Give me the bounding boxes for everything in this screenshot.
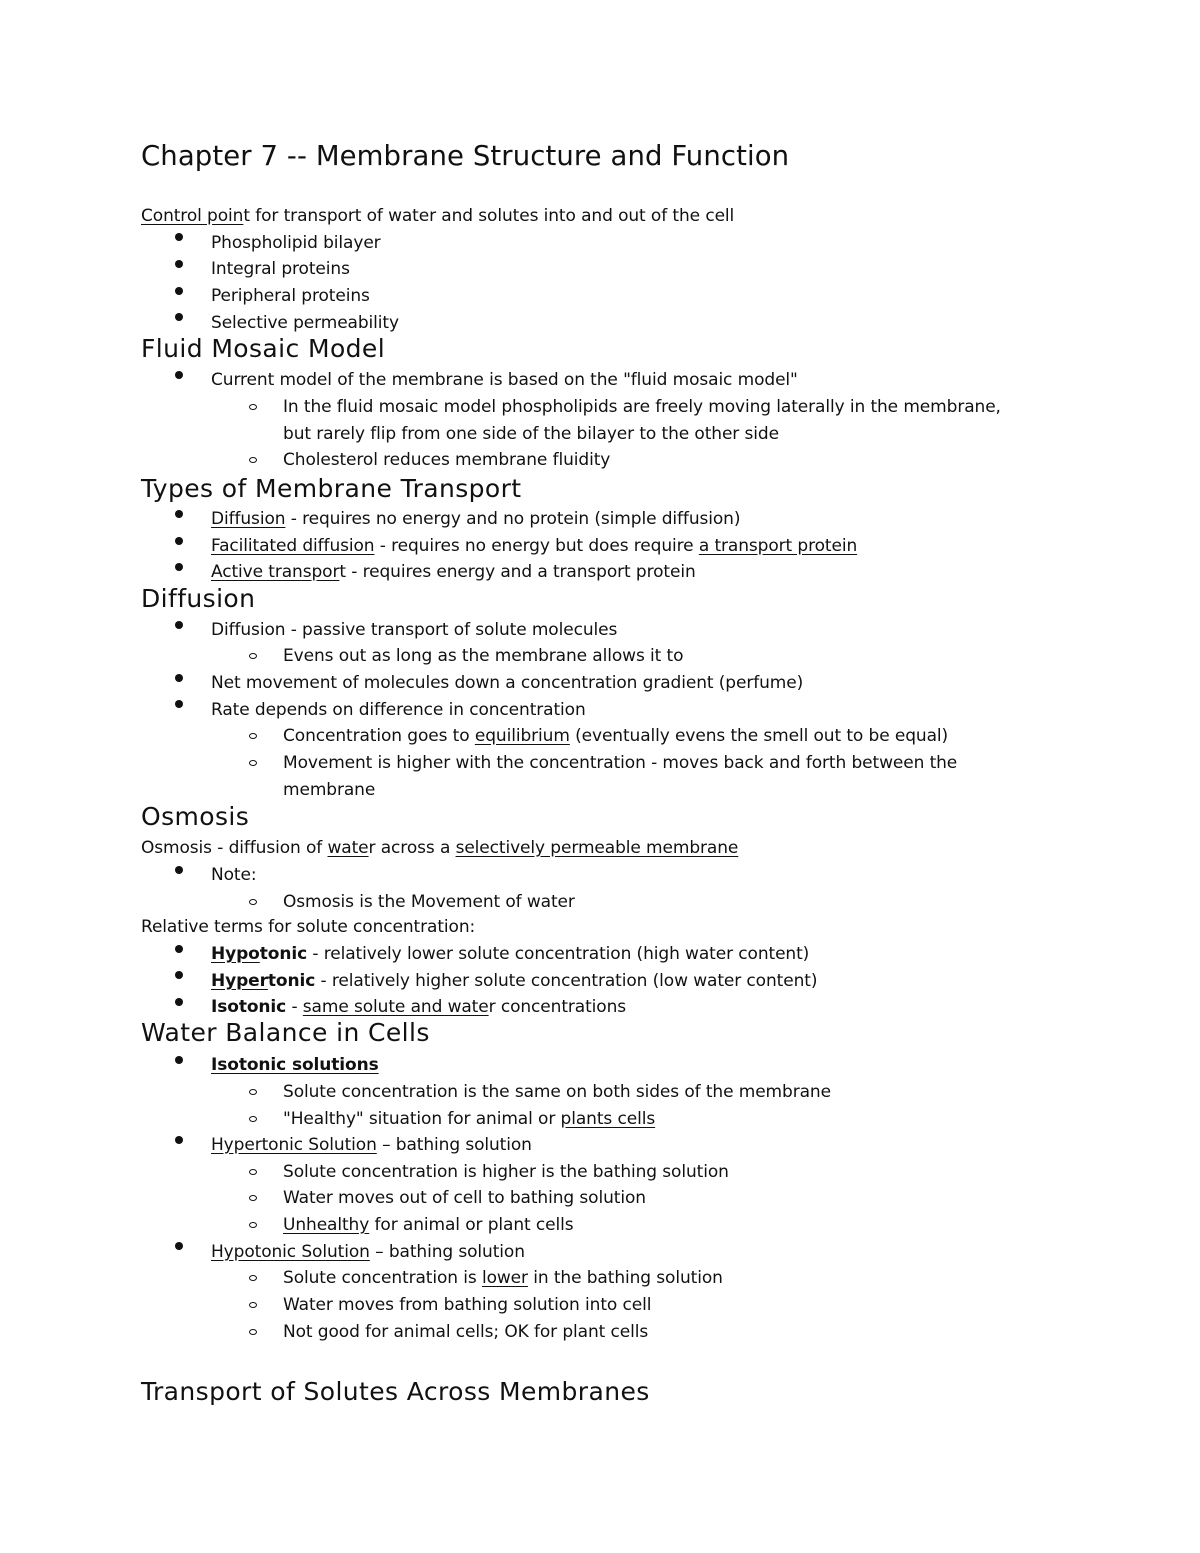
bullet-icon xyxy=(175,233,183,241)
sub-bullet-icon xyxy=(249,1302,257,1308)
control-point-term: Control poin xyxy=(141,206,244,226)
list-item: Isotonic - same solute and water concentrations xyxy=(211,997,627,1017)
list-item: Evens out as long as the membrane allows it to xyxy=(283,646,684,666)
sub-bullet-icon xyxy=(249,899,257,905)
hypertonic-solution-label: Hypertonic Solution xyxy=(211,1135,377,1155)
bullet-icon xyxy=(175,537,183,545)
section-heading-osmosis: Osmosis xyxy=(141,802,250,831)
list-item: Selective permeability xyxy=(211,313,399,333)
isotonic-term: Isotonic xyxy=(211,997,287,1017)
bullet-icon xyxy=(175,510,183,518)
list-item: Cholesterol reduces membrane fluidity xyxy=(283,450,611,470)
bullet-icon xyxy=(175,866,183,874)
sub-bullet-icon xyxy=(249,1089,257,1095)
section-heading-water-balance: Water Balance in Cells xyxy=(141,1018,430,1047)
hypotonic-solution-label: Hypotonic Solution xyxy=(211,1242,370,1262)
list-item: Water moves from bathing solution into cell xyxy=(283,1295,652,1315)
bullet-icon xyxy=(175,700,183,708)
list-item: Osmosis is the Movement of water xyxy=(283,892,575,912)
list-item: Diffusion - passive transport of solute molecules xyxy=(211,620,618,640)
bullet-icon xyxy=(175,287,183,295)
list-item-continued: membrane xyxy=(283,780,376,800)
list-item: Phospholipid bilayer xyxy=(211,233,381,253)
hypertonic-term: Hyper xyxy=(211,971,268,991)
list-item: Movement is higher with the concentration - moves back and forth between the xyxy=(283,753,958,773)
list-item: Active transport - requires energy and a transport protein xyxy=(211,562,696,582)
list-item: Note: xyxy=(211,865,257,885)
page-title: Chapter 7 -- Membrane Structure and Function xyxy=(141,140,790,172)
list-item: Current model of the membrane is based on the "fluid mosaic model" xyxy=(211,370,798,390)
bullet-icon xyxy=(175,563,183,571)
diffusion-term: Diffusion xyxy=(211,509,286,529)
list-item: Unhealthy for animal or plant cells xyxy=(283,1215,574,1235)
section-heading-diffusion: Diffusion xyxy=(141,584,256,613)
list-item: Hypotonic - relatively lower solute concentration (high water content) xyxy=(211,944,810,964)
osmosis-definition: Osmosis - diffusion of water across a selectively permeable membrane xyxy=(141,838,739,858)
list-item: Hypertonic - relatively higher solute concentration (low water content) xyxy=(211,971,818,991)
list-item xyxy=(211,1054,379,1076)
sub-bullet-icon xyxy=(249,1329,257,1335)
list-item: Hypertonic Solution – bathing solution xyxy=(211,1135,532,1155)
list-item: Hypotonic Solution – bathing solution xyxy=(211,1242,525,1262)
sub-bullet-icon xyxy=(249,457,257,463)
list-item: Rate depends on difference in concentration xyxy=(211,700,586,720)
list-item: Net movement of molecules down a concentration gradient (perfume) xyxy=(211,673,804,693)
sub-bullet-icon xyxy=(249,760,257,766)
list-item: Diffusion - requires no energy and no protein (simple diffusion) xyxy=(211,509,741,529)
list-item: Solute concentration is the same on both sides of the membrane xyxy=(283,1082,831,1102)
bullet-icon xyxy=(175,260,183,268)
sub-bullet-icon xyxy=(249,1222,257,1228)
sub-bullet-icon xyxy=(249,1195,257,1201)
isotonic-solutions-label: Isotonic solutions xyxy=(211,1055,379,1075)
intro-line: Control point for transport of water and solutes into and out of the cell xyxy=(141,206,735,226)
bullet-icon xyxy=(175,621,183,629)
list-item: Facilitated diffusion - requires no energy but does require a transport protein xyxy=(211,536,858,556)
sub-bullet-icon xyxy=(249,653,257,659)
list-item: Concentration goes to equilibrium (eventually evens the smell out to be equal) xyxy=(283,726,949,746)
relative-terms-label: Relative terms for solute concentration: xyxy=(141,917,476,937)
bullet-icon xyxy=(175,371,183,379)
section-heading-fluid-mosaic: Fluid Mosaic Model xyxy=(141,334,386,363)
bullet-icon xyxy=(175,1136,183,1144)
list-item: "Healthy" situation for animal or plants cells xyxy=(283,1109,656,1129)
hypotonic-term: Hypo xyxy=(211,944,260,964)
list-item: Water moves out of cell to bathing solution xyxy=(283,1188,646,1208)
bullet-icon xyxy=(175,313,183,321)
section-heading-membrane-transport: Types of Membrane Transport xyxy=(141,474,522,503)
list-item: Solute concentration is higher is the bathing solution xyxy=(283,1162,729,1182)
sub-bullet-icon xyxy=(249,1169,257,1175)
section-heading-transport-solutes: Transport of Solutes Across Membranes xyxy=(141,1377,650,1406)
bullet-icon xyxy=(175,674,183,682)
list-item-continued: but rarely flip from one side of the bilayer to the other side xyxy=(283,424,779,444)
bullet-icon xyxy=(175,971,183,979)
sub-bullet-icon xyxy=(249,1116,257,1122)
facilitated-diffusion-term: Facilitated diffusion xyxy=(211,536,375,556)
list-item: Peripheral proteins xyxy=(211,286,370,306)
list-item: In the fluid mosaic model phospholipids are freely moving laterally in the membrane, xyxy=(283,397,1001,417)
sub-bullet-icon xyxy=(249,404,257,410)
bullet-icon xyxy=(175,998,183,1006)
sub-bullet-icon xyxy=(249,733,257,739)
active-transport-term: Active transpor xyxy=(211,562,340,582)
list-item: Solute concentration is lower in the bathing solution xyxy=(283,1268,723,1288)
list-item: Integral proteins xyxy=(211,259,350,279)
sub-bullet-icon xyxy=(249,1275,257,1281)
bullet-icon xyxy=(175,1242,183,1250)
list-item: Not good for animal cells; OK for plant cells xyxy=(283,1322,649,1342)
bullet-icon xyxy=(175,1056,183,1064)
bullet-icon xyxy=(175,945,183,953)
